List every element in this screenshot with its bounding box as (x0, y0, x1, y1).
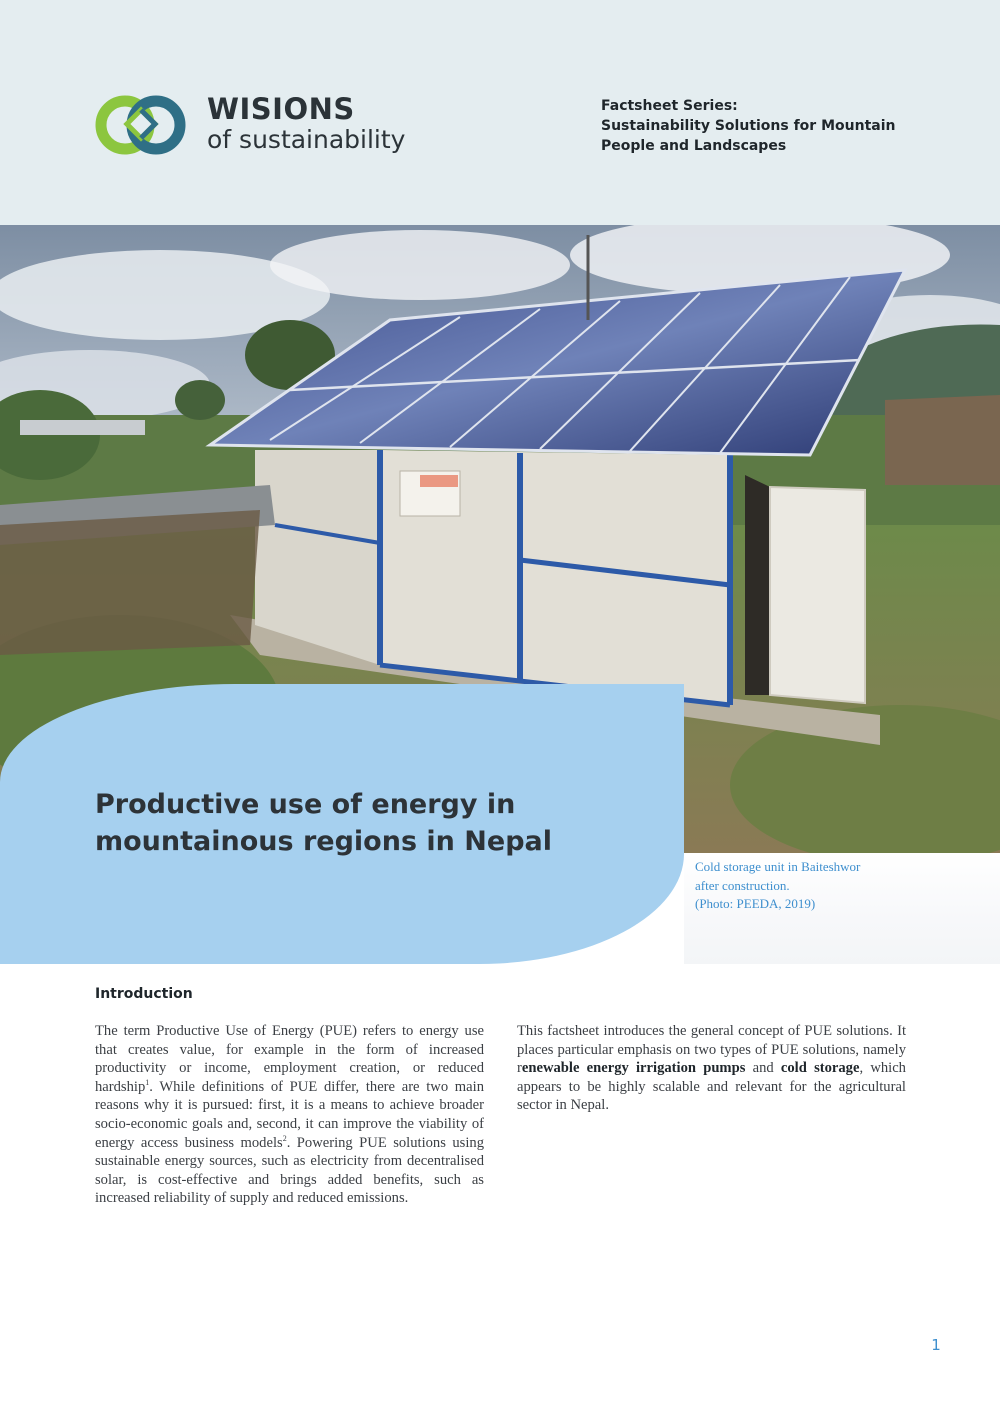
intro-left-text-2: . While definitions of PUE differ, there are two main reasons why it is pursued: first, it is a means to achieve broader socio-economic goals and, second, it can improve the viability of energy access business models (95, 1078, 484, 1151)
wisions-logo (95, 92, 440, 158)
photo-caption (695, 858, 955, 914)
intro-right-text-2: and (745, 1060, 781, 1077)
intro-left-text-3: . Powering PUE solutions using sustainable energy sources, such as electricity from decentralised solar, is cost-effective and brings added benefits, such as increased reliability of supply and reduced emissions. (95, 1134, 484, 1207)
series-line2: Sustainability Solutions for Mountain (601, 118, 896, 134)
page-number: 1 (931, 1336, 941, 1354)
logo-wordmark-line2: of sustainability (207, 125, 406, 154)
intro-left-text-1: The term Productive Use of Energy (PUE) refers to energy use that creates value, for example in the form of increased productivity or income, employment creation, or reduced hardship (95, 1023, 484, 1095)
wisions-logo-mark-icon (95, 94, 187, 156)
intro-paragraph-right (517, 1022, 906, 1115)
title-line1: Productive use of energy in (95, 789, 516, 820)
emphasis-cold-storage: cold storage (780, 1060, 860, 1077)
page-title (95, 786, 655, 860)
factsheet-series (601, 96, 931, 156)
intro-right-text-3: , which appears to be highly scalable and relevant for the agricultural sector in Nepal. (517, 1060, 906, 1114)
title-line2: mountainous regions in Nepal (95, 826, 553, 857)
footnote-ref-2[interactable]: 2 (282, 1133, 287, 1143)
header-band (0, 0, 1000, 225)
emphasis-irrigation-pumps: enewable energy irrigation pumps (521, 1060, 746, 1077)
caption-line2: after construction. (695, 877, 790, 893)
caption-line3: (Photo: PEEDA, 2019) (695, 896, 816, 911)
series-line1: Factsheet Series: (601, 98, 738, 114)
series-line3: People and Landscapes (601, 138, 787, 154)
intro-right-text-1: This factsheet introduces the general concept of PUE solutions. It places particular emphasis on two types of PUE solutions, namely r (517, 1023, 906, 1077)
caption-line1: Cold storage unit in Baiteshwor (695, 859, 861, 874)
footnote-ref-1[interactable]: 1 (145, 1077, 150, 1087)
logo-wordmark-line1: WISIONS (207, 92, 355, 126)
section-heading-introduction: Introduction (95, 986, 193, 1002)
intro-paragraph-left (95, 1022, 484, 1208)
